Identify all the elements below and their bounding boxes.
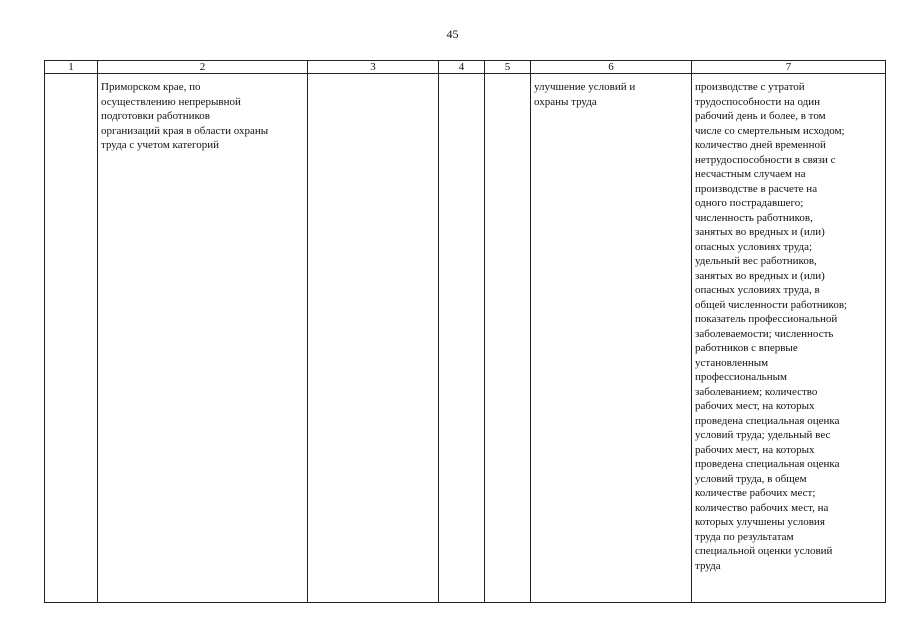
- cell-col-1: [45, 74, 98, 603]
- cell-col-3: [308, 74, 439, 603]
- page-number: 45: [446, 27, 459, 41]
- column-header-2: 2: [98, 61, 308, 74]
- table-row: [45, 74, 886, 603]
- cell-col-5: [485, 74, 531, 603]
- column-header-4: 4: [439, 61, 485, 74]
- cell-col-7-text: производстве с утратой трудоспособности на один рабочий день и более, в том числе со смертельным исходом; количество дней временной нетрудоспособности в связи с несчастным случаем на производстве в расчете на одного пострадавшего; численность работников, занятых во вредных и (или) опасных условиях труда; удельный вес работников, занятых во вредных и (или) опасных условиях труда, в общей численности работников; показатель профессиональной заболеваемости; численность работников с впервые установленным профессиональным заболеванием; количество рабочих мест, на которых проведена специальная оценка условий труда; удельный вес рабочих мест, на которых проведена специальная оценка условий труда, в общем количестве рабочих мест; количество рабочих мест, на которых улучшены условия труда по результатам специальной оценки условий труда: [695, 81, 848, 572]
- cell-col-6-text: улучшение условий и охраны труда: [534, 81, 636, 108]
- column-header-5: 5: [485, 61, 531, 74]
- table-header-row: [45, 61, 886, 74]
- column-header-1: 1: [45, 61, 98, 74]
- column-header-7: 7: [692, 61, 886, 74]
- document-table: [44, 60, 886, 603]
- cell-col-2: [98, 74, 308, 603]
- column-header-3: 3: [308, 61, 439, 74]
- column-header-6: 6: [531, 61, 692, 74]
- cell-col-6: [531, 74, 692, 603]
- cell-col-7: [692, 74, 886, 603]
- cell-col-4: [439, 74, 485, 603]
- cell-col-2-text: Приморском крае, по осуществлению непрерывной подготовки работников организаций края в области охраны труда с учетом категорий: [101, 81, 269, 151]
